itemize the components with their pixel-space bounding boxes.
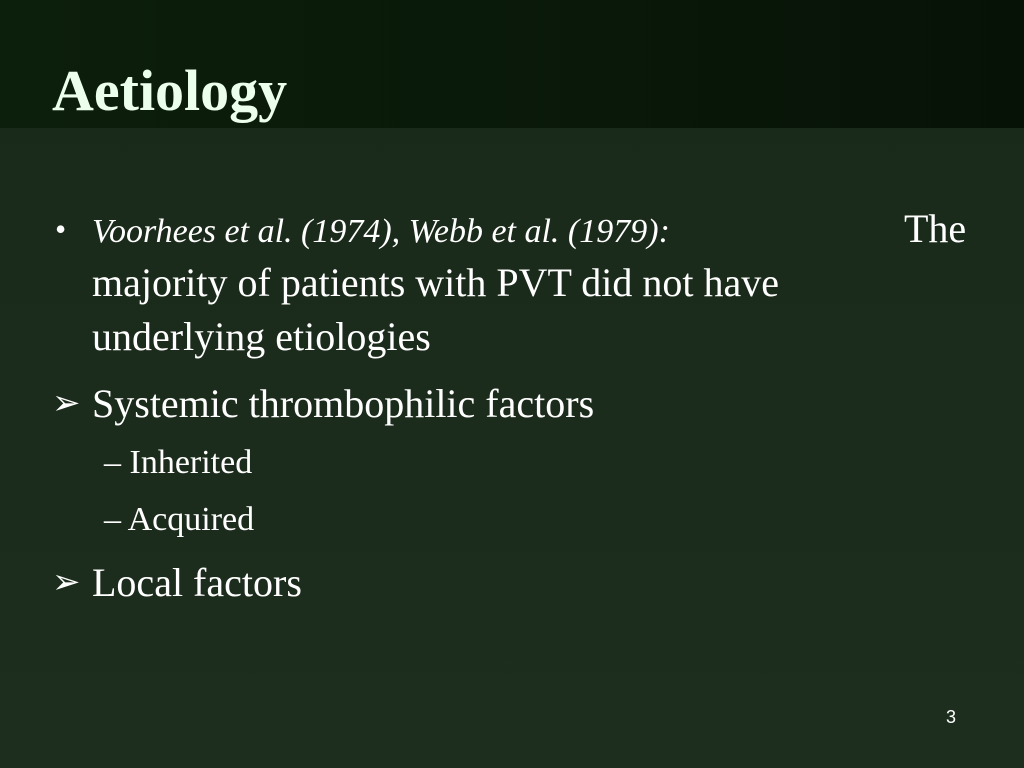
arrow-bullet-icon: ➢ xyxy=(52,385,81,422)
subitem-acquired: – Acquired xyxy=(104,501,255,538)
page-number: 3 xyxy=(946,707,957,727)
item-local-factors: Local factors xyxy=(92,560,302,605)
bullet-line-1-tail: The xyxy=(904,206,967,251)
bullet-line-3: underlying etiologies xyxy=(92,314,431,359)
bullet-line-1 xyxy=(92,205,670,256)
bullet-marker: • xyxy=(55,211,67,247)
arrow-bullet-icon: ➢ xyxy=(52,564,81,601)
bullet-line-2: majority of patients with PVT did not have xyxy=(92,260,779,305)
item-systemic-factors: Systemic thrombophilic factors xyxy=(92,381,595,426)
slide-title: Aetiology xyxy=(52,58,288,123)
subitem-inherited: – Inherited xyxy=(104,444,253,481)
citation-text: Voorhees et al. (1974), Webb et al. (1979): xyxy=(92,213,670,250)
